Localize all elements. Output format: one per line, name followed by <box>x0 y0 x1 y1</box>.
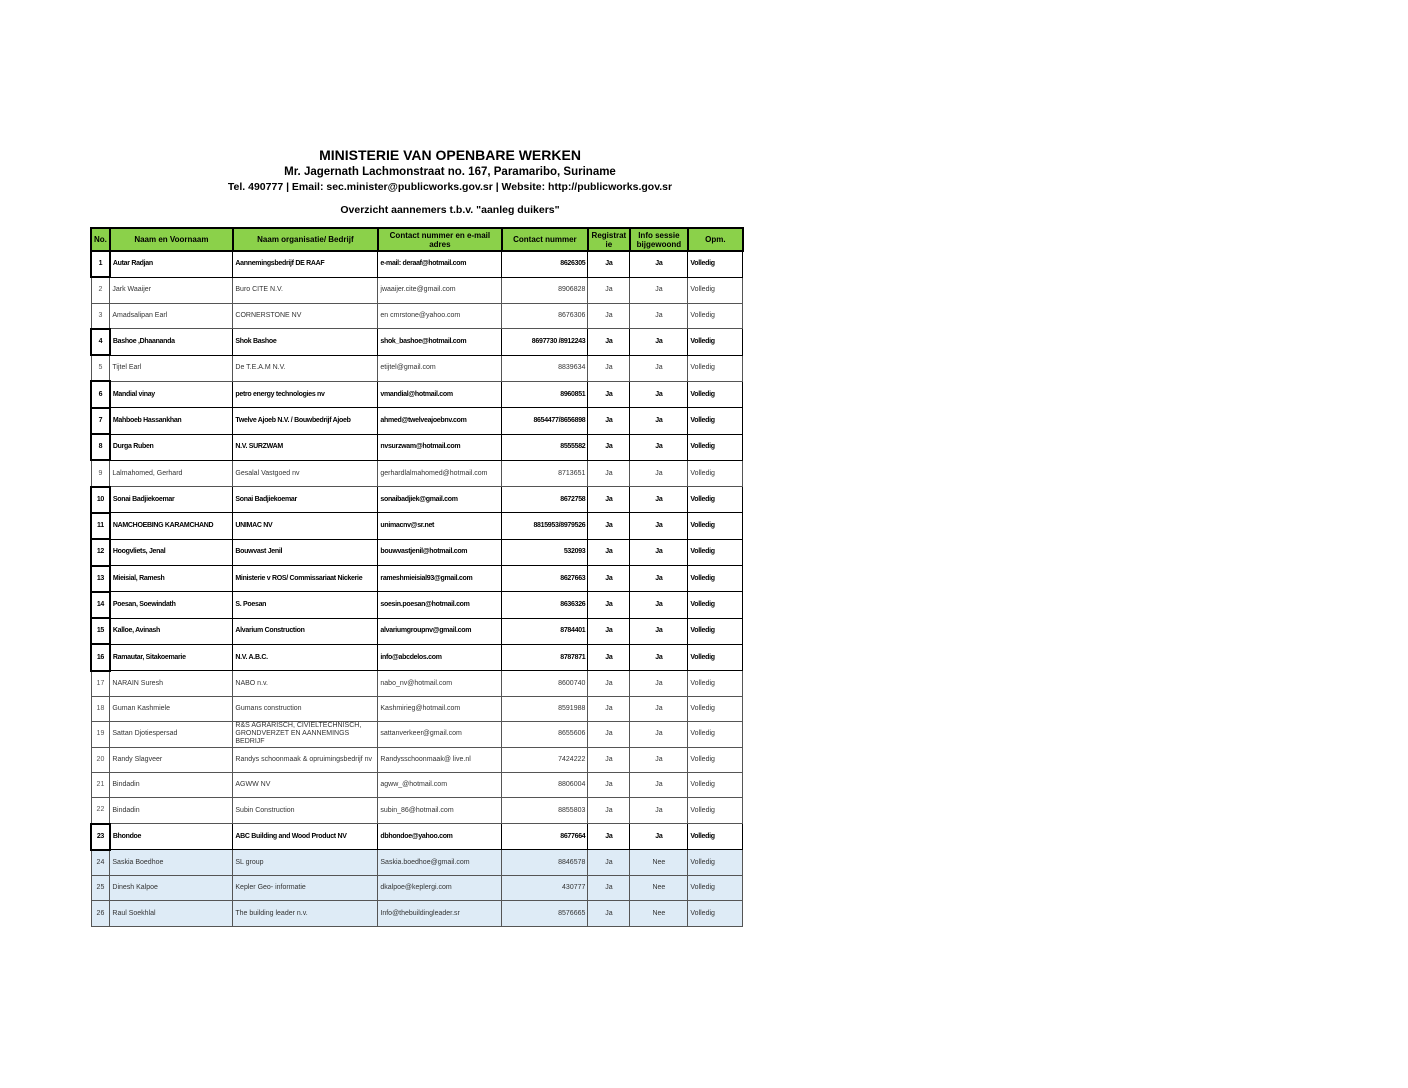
cell-email: Randysschoonmaak@ live.nl <box>378 747 502 772</box>
cell-telefoon: 8906828 <box>502 277 588 303</box>
cell-opm: Volledig <box>688 434 743 460</box>
cell-organisatie: Aannemingsbedrijf DE RAAF <box>233 251 378 277</box>
cell-info-sessie: Ja <box>630 381 688 407</box>
table-header-row <box>91 228 743 251</box>
cell-registratie: Ja <box>588 798 630 824</box>
cell-opm: Volledig <box>688 381 743 407</box>
cell-info-sessie: Ja <box>630 747 688 772</box>
cell-registratie: Ja <box>588 901 630 926</box>
cell-organisatie: SL group <box>233 850 378 876</box>
cell-organisatie: De T.E.A.M N.V. <box>233 355 378 381</box>
cell-info-sessie: Ja <box>630 460 688 486</box>
cell-telefoon: 430777 <box>502 876 588 901</box>
cell-info-sessie: Ja <box>630 329 688 355</box>
cell-naam: Bhondoe <box>110 824 233 850</box>
cell-telefoon: 8600740 <box>502 671 588 697</box>
cell-opm: Volledig <box>688 592 743 618</box>
cell-opm: Volledig <box>688 566 743 592</box>
cell-no: 16 <box>91 644 110 670</box>
table-row <box>91 671 743 697</box>
cell-organisatie: Alvarium Construction <box>233 618 378 644</box>
cell-registratie: Ja <box>588 408 630 434</box>
table-row <box>91 539 743 565</box>
table-row <box>91 434 743 460</box>
page-title: MINISTERIE VAN OPENBARE WERKEN <box>319 147 581 163</box>
table-row <box>91 876 743 901</box>
cell-opm: Volledig <box>688 671 743 697</box>
cell-opm: Volledig <box>688 251 743 277</box>
cell-email: sattanverkeer@gmail.com <box>378 722 502 747</box>
table-row <box>91 747 743 772</box>
cell-email: dbhondoe@yahoo.com <box>378 824 502 850</box>
cell-no: 1 <box>91 251 110 277</box>
cell-info-sessie: Ja <box>630 671 688 697</box>
cell-email: sonaibadjiek@gmail.com <box>378 487 502 513</box>
table-row <box>91 381 743 407</box>
cell-organisatie: NABO n.v. <box>233 671 378 697</box>
cell-no: 2 <box>91 277 110 303</box>
cell-naam: NARAIN Suresh <box>110 671 233 697</box>
cell-no: 24 <box>91 850 110 876</box>
cell-email: e-mail: deraaf@hotmail.com <box>378 251 502 277</box>
cell-naam: Guman Kashmiele <box>110 697 233 722</box>
cell-opm: Volledig <box>688 277 743 303</box>
cell-no: 21 <box>91 772 110 797</box>
table-row <box>91 487 743 513</box>
cell-email: soesin.poesan@hotmail.com <box>378 592 502 618</box>
table-row <box>91 722 743 747</box>
cell-registratie: Ja <box>588 303 630 329</box>
cell-organisatie: R&S AGRARISCH, CIVIELTECHNISCH, GRONDVERZET EN AANNEMINGS BEDRIJF <box>233 722 378 747</box>
cell-telefoon: 8576665 <box>502 901 588 926</box>
cell-telefoon: 8815953/8979526 <box>502 513 588 539</box>
cell-organisatie: Subin Construction <box>233 798 378 824</box>
col-header-naam: Naam en Voornaam <box>110 228 233 251</box>
cell-organisatie: Gesalal Vastgoed nv <box>233 460 378 486</box>
table-row <box>91 303 743 329</box>
cell-opm: Volledig <box>688 487 743 513</box>
table-row <box>91 251 743 277</box>
cell-organisatie: Twelve Ajoeb N.V. / Bouwbedrijf Ajoeb <box>233 408 378 434</box>
cell-email: alvariumgroupnv@gmail.com <box>378 618 502 644</box>
cell-no: 20 <box>91 747 110 772</box>
col-header-no: No. <box>91 228 110 251</box>
cell-no: 26 <box>91 901 110 926</box>
cell-organisatie: AGWW NV <box>233 772 378 797</box>
cell-email: dkalpoe@keplergi.com <box>378 876 502 901</box>
cell-no: 25 <box>91 876 110 901</box>
cell-no: 8 <box>91 434 110 460</box>
cell-registratie: Ja <box>588 618 630 644</box>
col-header-info-sessie: Info sessie bijgewoond <box>630 228 688 251</box>
cell-no: 18 <box>91 697 110 722</box>
cell-telefoon: 8676306 <box>502 303 588 329</box>
cell-naam: Mandial vinay <box>110 381 233 407</box>
cell-opm: Volledig <box>688 722 743 747</box>
cell-info-sessie: Nee <box>630 876 688 901</box>
cell-registratie: Ja <box>588 513 630 539</box>
cell-organisatie: The building leader n.v. <box>233 901 378 926</box>
cell-organisatie: Shok Bashoe <box>233 329 378 355</box>
cell-no: 3 <box>91 303 110 329</box>
cell-no: 19 <box>91 722 110 747</box>
table-row <box>91 566 743 592</box>
cell-naam: Hoogvliets, Jenal <box>110 539 233 565</box>
cell-opm: Volledig <box>688 539 743 565</box>
cell-naam: Ramautar, Sitakoemarie <box>110 644 233 670</box>
cell-opm: Volledig <box>688 772 743 797</box>
cell-email: Info@thebuildingleader.sr <box>378 901 502 926</box>
cell-info-sessie: Ja <box>630 277 688 303</box>
cell-email: agww_@hotmail.com <box>378 772 502 797</box>
cell-info-sessie: Ja <box>630 772 688 797</box>
cell-no: 9 <box>91 460 110 486</box>
cell-registratie: Ja <box>588 539 630 565</box>
cell-registratie: Ja <box>588 824 630 850</box>
cell-telefoon: 532093 <box>502 539 588 565</box>
cell-opm: Volledig <box>688 513 743 539</box>
cell-no: 23 <box>91 824 110 850</box>
table-row <box>91 798 743 824</box>
table-row <box>91 697 743 722</box>
col-header-telefoon: Contact nummer <box>502 228 588 251</box>
table-row <box>91 513 743 539</box>
cell-no: 4 <box>91 329 110 355</box>
cell-organisatie: N.V. SURZWAM <box>233 434 378 460</box>
cell-registratie: Ja <box>588 277 630 303</box>
cell-naam: Autar Radjan <box>110 251 233 277</box>
cell-email: nvsurzwam@hotmail.com <box>378 434 502 460</box>
cell-registratie: Ja <box>588 251 630 277</box>
cell-naam: Bashoe ,Dhaananda <box>110 329 233 355</box>
cell-naam: Mieisial, Ramesh <box>110 566 233 592</box>
cell-email: shok_bashoe@hotmail.com <box>378 329 502 355</box>
cell-telefoon: 8787871 <box>502 644 588 670</box>
cell-info-sessie: Ja <box>630 303 688 329</box>
cell-email: en cmrstone@yahoo.com <box>378 303 502 329</box>
cell-email: bouwvastjenil@hotmail.com <box>378 539 502 565</box>
cell-telefoon: 8555582 <box>502 434 588 460</box>
cell-email: gerhardlalmahomed@hotmail.com <box>378 460 502 486</box>
cell-opm: Volledig <box>688 408 743 434</box>
cell-info-sessie: Ja <box>630 824 688 850</box>
cell-info-sessie: Ja <box>630 798 688 824</box>
cell-telefoon: 7424222 <box>502 747 588 772</box>
cell-registratie: Ja <box>588 355 630 381</box>
cell-naam: Kalloe, Avinash <box>110 618 233 644</box>
cell-naam: Amadsalipan Earl <box>110 303 233 329</box>
cell-organisatie: Gumans construction <box>233 697 378 722</box>
cell-telefoon: 8784401 <box>502 618 588 644</box>
cell-registratie: Ja <box>588 460 630 486</box>
col-header-opm: Opm. <box>688 228 743 251</box>
cell-opm: Volledig <box>688 329 743 355</box>
cell-no: 22 <box>91 798 110 824</box>
cell-registratie: Ja <box>588 592 630 618</box>
cell-organisatie: Randys schoonmaak & opruimingsbedrijf nv <box>233 747 378 772</box>
cell-no: 11 <box>91 513 110 539</box>
cell-email: etijtel@gmail.com <box>378 355 502 381</box>
cell-naam: Lalmahomed, Gerhard <box>110 460 233 486</box>
cell-organisatie: Bouwvast Jenil <box>233 539 378 565</box>
cell-email: vmandial@hotmail.com <box>378 381 502 407</box>
table-row <box>91 329 743 355</box>
address-line: Mr. Jagernath Lachmonstraat no. 167, Paramaribo, Suriname <box>284 166 616 178</box>
table-row <box>91 592 743 618</box>
cell-info-sessie: Ja <box>630 539 688 565</box>
cell-no: 15 <box>91 618 110 644</box>
col-header-email: Contact nummer en e-mail adres <box>378 228 502 251</box>
table-row <box>91 772 743 797</box>
cell-registratie: Ja <box>588 747 630 772</box>
cell-email: nabo_nv@hotmail.com <box>378 671 502 697</box>
cell-registratie: Ja <box>588 671 630 697</box>
cell-opm: Volledig <box>688 901 743 926</box>
cell-organisatie: petro energy technologies nv <box>233 381 378 407</box>
cell-organisatie: Sonai Badjiekoemar <box>233 487 378 513</box>
cell-telefoon: 8655606 <box>502 722 588 747</box>
cell-info-sessie: Ja <box>630 644 688 670</box>
table-row <box>91 460 743 486</box>
cell-no: 17 <box>91 671 110 697</box>
cell-no: 10 <box>91 487 110 513</box>
table-row <box>91 355 743 381</box>
cell-telefoon: 8677664 <box>502 824 588 850</box>
cell-email: Kashmirieg@hotmail.com <box>378 697 502 722</box>
cell-opm: Volledig <box>688 644 743 670</box>
cell-email: info@abcdelos.com <box>378 644 502 670</box>
cell-info-sessie: Ja <box>630 697 688 722</box>
cell-opm: Volledig <box>688 747 743 772</box>
cell-telefoon: 8636326 <box>502 592 588 618</box>
cell-email: Saskia.boedhoe@gmail.com <box>378 850 502 876</box>
cell-naam: NAMCHOEBING KARAMCHAND <box>110 513 233 539</box>
cell-no: 6 <box>91 381 110 407</box>
cell-registratie: Ja <box>588 381 630 407</box>
cell-no: 7 <box>91 408 110 434</box>
cell-opm: Volledig <box>688 618 743 644</box>
cell-registratie: Ja <box>588 434 630 460</box>
cell-organisatie: UNIMAC NV <box>233 513 378 539</box>
cell-telefoon: 8654477/8656898 <box>502 408 588 434</box>
cell-organisatie: Ministerie v ROS/ Commissariaat Nickerie <box>233 566 378 592</box>
cell-registratie: Ja <box>588 566 630 592</box>
cell-registratie: Ja <box>588 772 630 797</box>
cell-info-sessie: Ja <box>630 408 688 434</box>
cell-naam: Bindadin <box>110 798 233 824</box>
cell-naam: Sattan Djotiespersad <box>110 722 233 747</box>
cell-telefoon: 8697730 /8912243 <box>502 329 588 355</box>
col-header-organisatie: Naam organisatie/ Bedrijf <box>233 228 378 251</box>
cell-organisatie: CORNERSTONE NV <box>233 303 378 329</box>
cell-info-sessie: Nee <box>630 850 688 876</box>
cell-organisatie: N.V. A.B.C. <box>233 644 378 670</box>
cell-no: 14 <box>91 592 110 618</box>
table-row <box>91 408 743 434</box>
cell-registratie: Ja <box>588 697 630 722</box>
cell-telefoon: 8839634 <box>502 355 588 381</box>
cell-telefoon: 8713651 <box>502 460 588 486</box>
cell-info-sessie: Ja <box>630 618 688 644</box>
cell-organisatie: Kepler Geo- informatie <box>233 876 378 901</box>
cell-email: jwaaijer.cite@gmail.com <box>378 277 502 303</box>
cell-naam: Saskia Boedhoe <box>110 850 233 876</box>
cell-no: 12 <box>91 539 110 565</box>
cell-opm: Volledig <box>688 798 743 824</box>
cell-opm: Volledig <box>688 355 743 381</box>
cell-no: 5 <box>91 355 110 381</box>
cell-organisatie: ABC Building and Wood Product NV <box>233 824 378 850</box>
cell-telefoon: 8591988 <box>502 697 588 722</box>
cell-email: unimacnv@sr.net <box>378 513 502 539</box>
cell-naam: Mahboeb Hassankhan <box>110 408 233 434</box>
cell-telefoon: 8626305 <box>502 251 588 277</box>
cell-opm: Volledig <box>688 850 743 876</box>
cell-telefoon: 8846578 <box>502 850 588 876</box>
cell-registratie: Ja <box>588 329 630 355</box>
table-row <box>91 277 743 303</box>
cell-no: 13 <box>91 566 110 592</box>
cell-naam: Jark Waaijer <box>110 277 233 303</box>
cell-email: subin_86@hotmail.com <box>378 798 502 824</box>
cell-naam: Poesan, Soewindath <box>110 592 233 618</box>
cell-opm: Volledig <box>688 460 743 486</box>
table-row <box>91 644 743 670</box>
cell-organisatie: S. Poesan <box>233 592 378 618</box>
cell-organisatie: Buro CITE N.V. <box>233 277 378 303</box>
cell-info-sessie: Ja <box>630 487 688 513</box>
cell-info-sessie: Ja <box>630 722 688 747</box>
cell-info-sessie: Ja <box>630 355 688 381</box>
cell-naam: Raul Soekhlal <box>110 901 233 926</box>
cell-naam: Tijtel Earl <box>110 355 233 381</box>
cell-email: rameshmieisial93@gmail.com <box>378 566 502 592</box>
cell-registratie: Ja <box>588 644 630 670</box>
cell-registratie: Ja <box>588 876 630 901</box>
cell-registratie: Ja <box>588 850 630 876</box>
table-row <box>91 901 743 926</box>
table-body <box>91 251 743 926</box>
cell-naam: Bindadin <box>110 772 233 797</box>
cell-registratie: Ja <box>588 487 630 513</box>
cell-telefoon: 8672758 <box>502 487 588 513</box>
table-row <box>91 618 743 644</box>
cell-naam: Randy Slagveer <box>110 747 233 772</box>
cell-opm: Volledig <box>688 824 743 850</box>
cell-telefoon: 8960851 <box>502 381 588 407</box>
cell-telefoon: 8806004 <box>502 772 588 797</box>
cell-opm: Volledig <box>688 303 743 329</box>
cell-info-sessie: Ja <box>630 513 688 539</box>
contact-line: Tel. 490777 | Email: sec.minister@publicworks.gov.sr | Website: http://publicworks.gov.sr <box>227 181 673 193</box>
col-header-registratie: Registrat ie <box>588 228 630 251</box>
table-row <box>91 824 743 850</box>
cell-email: ahmed@twelveajoebnv.com <box>378 408 502 434</box>
cell-naam: Sonai Badjiekoemar <box>110 487 233 513</box>
contractors-table <box>90 227 744 927</box>
cell-info-sessie: Ja <box>630 566 688 592</box>
cell-info-sessie: Ja <box>630 251 688 277</box>
document-subtitle: Overzicht aannemers t.b.v. "aanleg duikers" <box>340 204 560 216</box>
cell-opm: Volledig <box>688 876 743 901</box>
cell-info-sessie: Nee <box>630 901 688 926</box>
cell-telefoon: 8627663 <box>502 566 588 592</box>
cell-opm: Volledig <box>688 697 743 722</box>
cell-info-sessie: Ja <box>630 592 688 618</box>
cell-naam: Dinesh Kalpoe <box>110 876 233 901</box>
table-row <box>91 850 743 876</box>
cell-naam: Durga Ruben <box>110 434 233 460</box>
cell-registratie: Ja <box>588 722 630 747</box>
cell-info-sessie: Ja <box>630 434 688 460</box>
cell-telefoon: 8855803 <box>502 798 588 824</box>
